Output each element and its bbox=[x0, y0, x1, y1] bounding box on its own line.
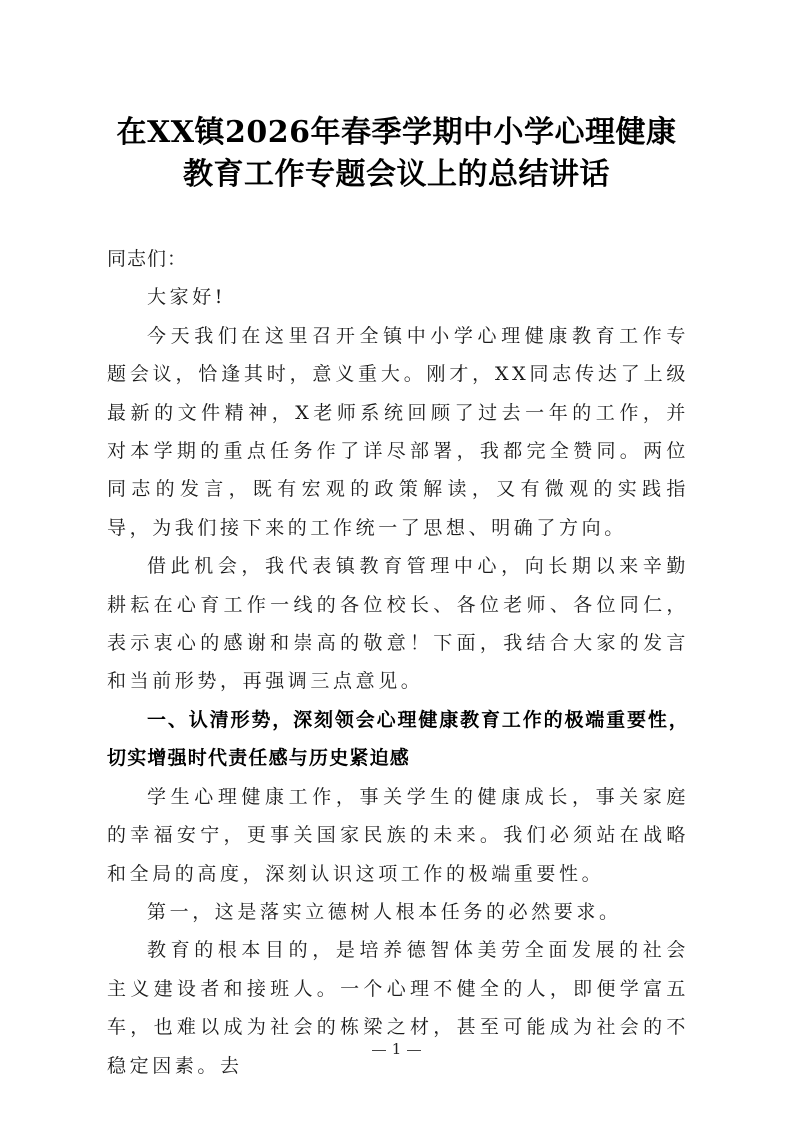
opening-paragraph: 今天我们在这里召开全镇中小学心理健康教育工作专题会议，恰逢其时，意义重大。刚才，XX同志传达了上级最新的文件精神，X老师系统回顾了过去一年的工作，并对本学期的重点任务作了详尽部署，我都完全赞同。两位同志的发言，既有宏观的政策解读，又有微观的实践指导，为我们接下来的工作统一了思想、明确了方向。 bbox=[107, 324, 689, 539]
salutation: 同志们： bbox=[107, 248, 188, 270]
section-paragraph-1: 学生心理健康工作，事关学生的健康成长，事关家庭的幸福安宁，更事关国家民族的未来。我们必须站在战略和全局的高度，深刻认识这项工作的极端重要性。 bbox=[107, 785, 689, 885]
section-paragraph-3: 教育的根本目的，是培养德智体美劳全面发展的社会主义建设者和接班人。一个心理不健全的人，即便学富五车，也难以成为社会的栋梁之材，甚至可能成为社会的不稳定因素。去 bbox=[107, 939, 689, 1077]
page-footer bbox=[0, 1040, 793, 1058]
title-line-1: 在XX镇2026年春季学期中小学心理健康 bbox=[116, 115, 677, 150]
gratitude-paragraph: 借此机会，我代表镇教育管理中心，向长期以来辛勤耕耘在心育工作一线的各位校长、各位老师、各位同仁，表示衷心的感谢和崇高的敬意！下面，我结合大家的发言和当前形势，再强调三点意见。 bbox=[107, 555, 689, 693]
footer-dash-left bbox=[372, 1050, 386, 1051]
greeting: 大家好! bbox=[147, 286, 227, 309]
title-line-2: 教育工作专题会议上的总结讲话 bbox=[183, 157, 610, 192]
page-number: 1 bbox=[391, 1040, 402, 1058]
footer-dash-right bbox=[407, 1050, 421, 1051]
document-body bbox=[107, 240, 689, 1085]
document-title bbox=[0, 112, 793, 196]
section-paragraph-2: 第一，这是落实立德树人根本任务的必然要求。 bbox=[147, 900, 622, 923]
section-heading-1: 一、认清形势，深刻领会心理健康教育工作的极端重要性，切实增强时代责任感与历史紧迫感 bbox=[107, 708, 689, 770]
